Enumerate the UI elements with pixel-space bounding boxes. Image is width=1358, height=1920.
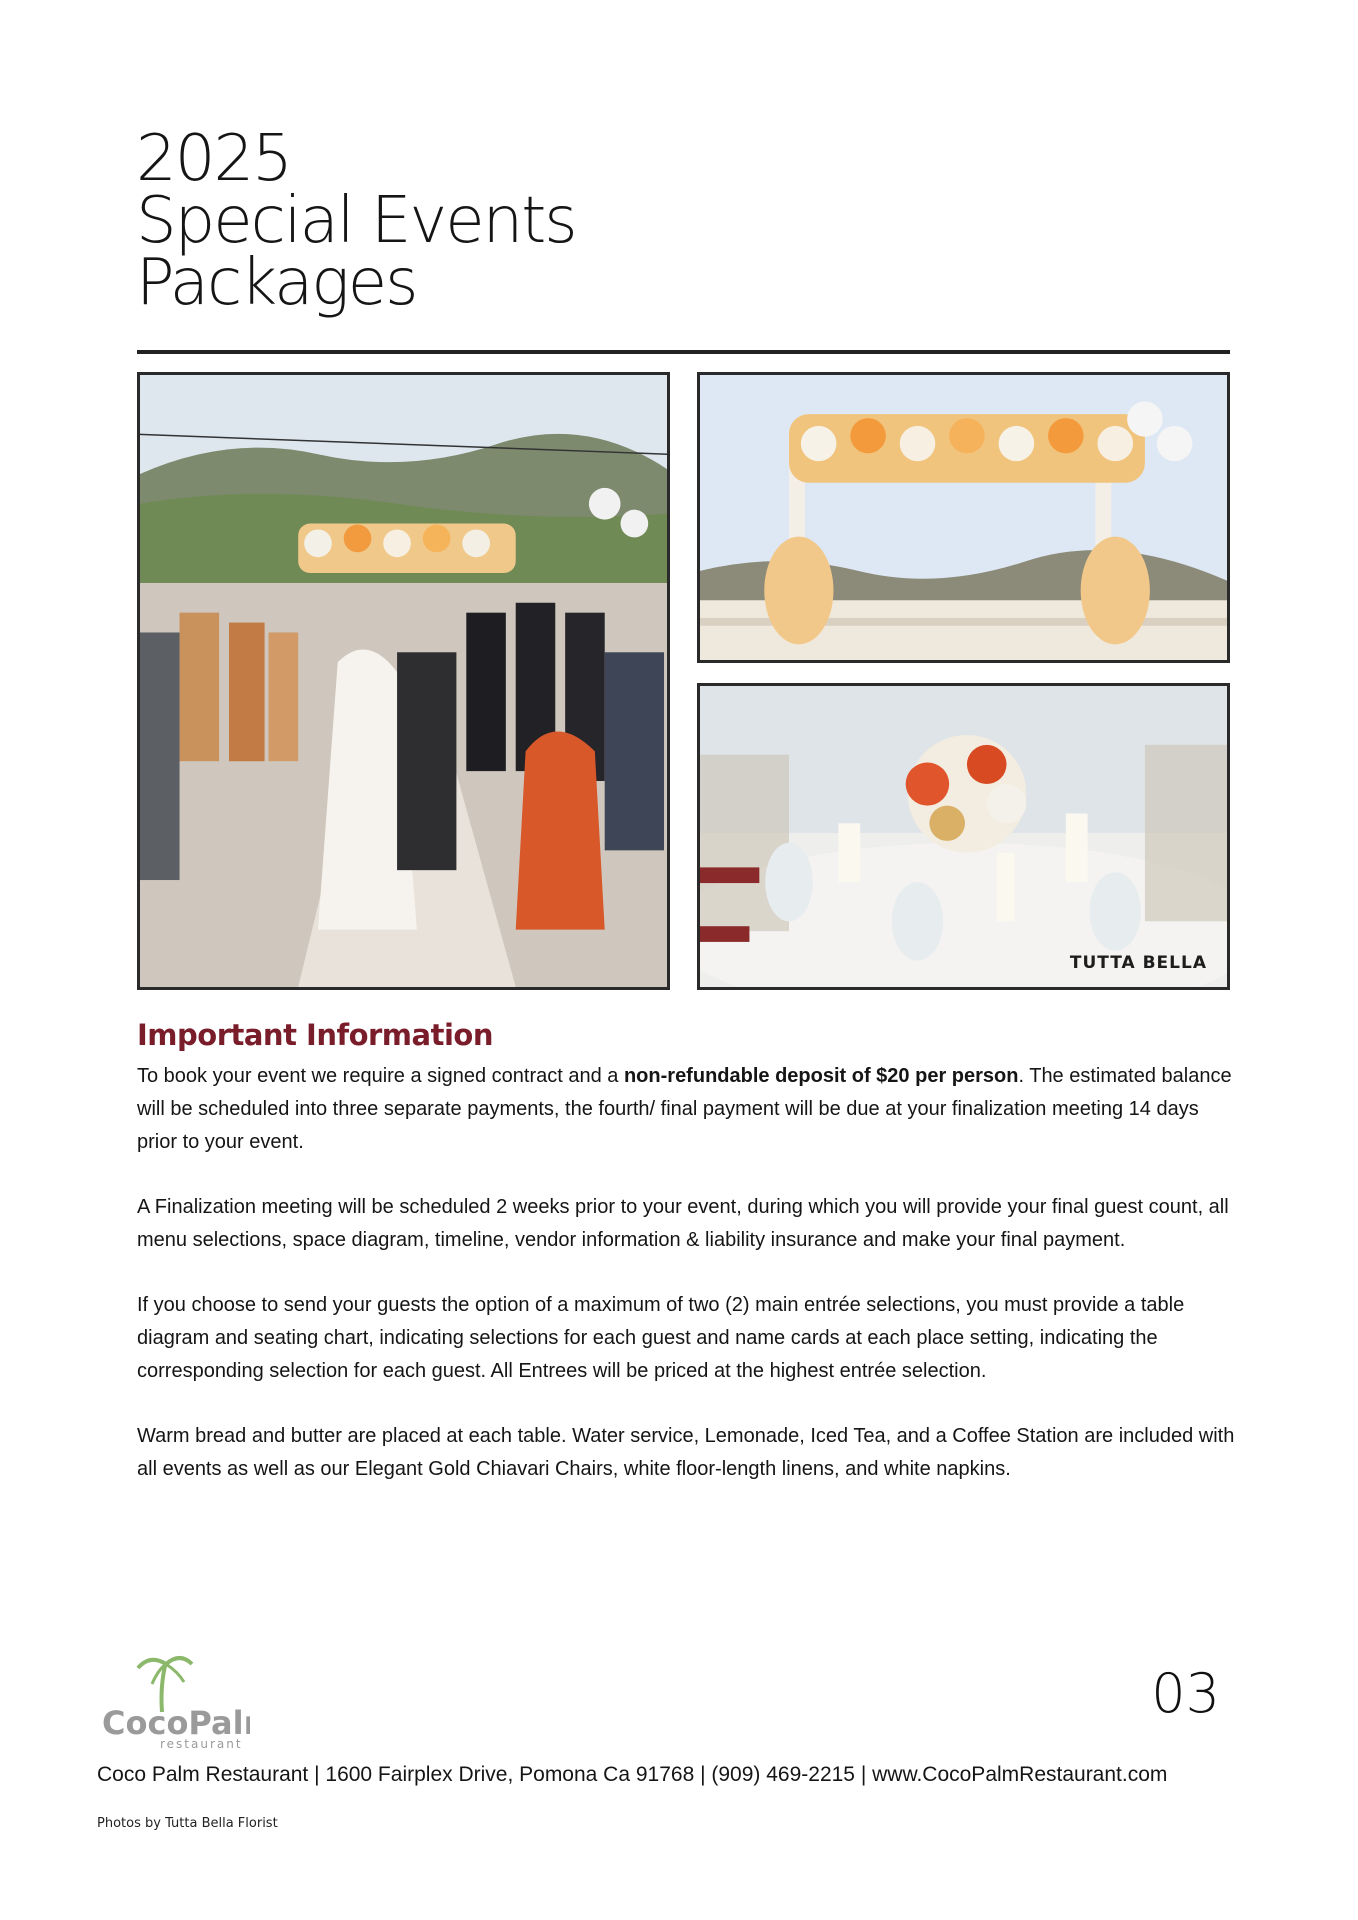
title-line-2: Special Events (136, 184, 576, 258)
page-number: 03 (1151, 1662, 1220, 1725)
included-services-paragraph: Warm bread and butter are placed at each table. Water service, Lemonade, Iced Tea, and a Coffee Station are included with all events as well as our Elegant Gold Chiavari Chairs, white floor-length linens, and white napkins. (137, 1425, 1235, 1480)
table-setting-photo (697, 683, 1230, 990)
floral-arch-photo (697, 372, 1230, 663)
finalization-paragraph: A Finalization meeting will be scheduled 2 weeks prior to your event, during which you will provide your final guest count, all menu selections, space diagram, timeline, vendor information & liability insurance and make your final payment. (137, 1196, 1229, 1251)
title-year: 2025 (136, 122, 291, 196)
logo-subtitle: restaurant (160, 1737, 243, 1750)
palm-tree-icon (100, 1650, 250, 1750)
logo-wordmark: CocoPal (102, 1704, 244, 1742)
coco-palm-logo (100, 1650, 250, 1750)
wedding-aisle-photo (137, 372, 670, 990)
tutta-bella-watermark: TUTTA BELLA (1069, 953, 1207, 973)
title-divider (137, 350, 1230, 354)
photo-credit: Photos by Tutta Bella Florist (97, 1816, 278, 1831)
deposit-paragraph: To book your event we require a signed contract and a non-refundable deposit of $20 per person. The estimated balance will be scheduled into three separate payments, the fourth/ final payment will be due at your finalization meeting 14 days prior to your event. (137, 1065, 1232, 1153)
title-line-3: Packages (136, 246, 417, 320)
deposit-amount: non-refundable deposit of $20 per person (623, 1065, 1019, 1087)
page-title (136, 122, 836, 320)
footer-contact-info: Coco Palm Restaurant | 1600 Fairplex Drive, Pomona Ca 91768 | (909) 469-2215 | www.CocoPalmRestaurant.com (97, 1763, 1168, 1786)
important-information-heading: Important Information (137, 1018, 493, 1052)
entree-selection-paragraph: If you choose to send your guests the option of a maximum of two (2) main entrée selections, you must provide a table diagram and seating chart, indicating selections for each guest and name cards at each place setting, indicating the corresponding selection for each guest. All Entrees will be priced at the highest entrée selection. (137, 1294, 1185, 1382)
important-information-body (137, 1060, 1237, 1518)
